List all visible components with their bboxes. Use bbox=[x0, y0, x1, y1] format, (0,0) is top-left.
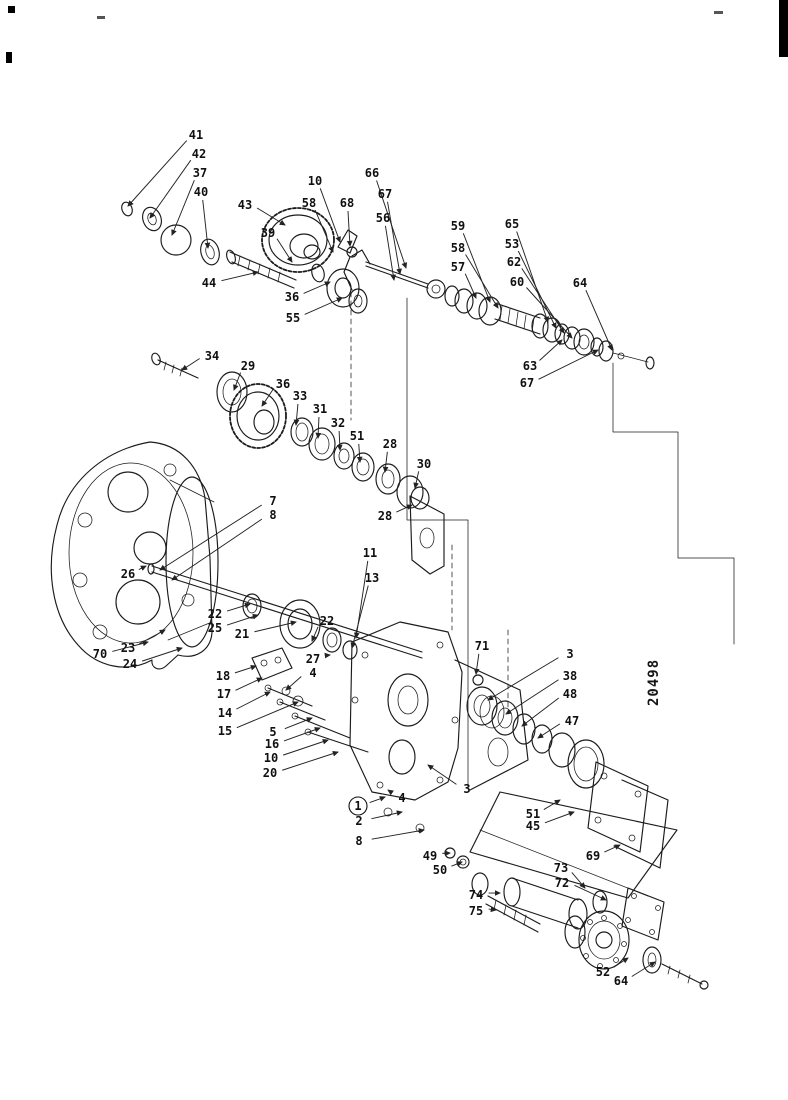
part-number: 59 bbox=[450, 219, 466, 233]
part-number: 17 bbox=[216, 687, 232, 701]
part-number: 8 bbox=[269, 508, 277, 522]
part-callout bbox=[306, 652, 330, 666]
part-number: 51 bbox=[525, 807, 541, 821]
part-number: 74 bbox=[468, 888, 484, 902]
part-callout bbox=[505, 217, 548, 322]
part-number: 27 bbox=[305, 652, 321, 666]
part-number: 7 bbox=[269, 494, 277, 508]
part-callout bbox=[428, 765, 471, 796]
part-number: 39 bbox=[260, 226, 276, 240]
part-number: 23 bbox=[120, 641, 136, 655]
part-callout bbox=[355, 812, 402, 828]
part-number: 60 bbox=[509, 275, 525, 289]
main-shaft bbox=[148, 564, 422, 659]
part-callout bbox=[286, 666, 317, 690]
part-number: 32 bbox=[330, 416, 346, 430]
part-number: 53 bbox=[504, 237, 520, 251]
part-number: 45 bbox=[525, 819, 541, 833]
part-callout bbox=[475, 639, 489, 674]
part-number: 75 bbox=[468, 904, 484, 918]
part-number: 3 bbox=[566, 647, 574, 661]
countershaft-stack bbox=[150, 352, 444, 574]
part-number: 31 bbox=[312, 402, 328, 416]
part-number: 69 bbox=[585, 849, 601, 863]
part-number: 10 bbox=[263, 751, 279, 765]
part-callout bbox=[510, 275, 572, 338]
part-callout bbox=[269, 718, 312, 739]
part-number: 64 bbox=[572, 276, 588, 290]
part-number: 21 bbox=[234, 627, 250, 641]
part-callout bbox=[488, 647, 574, 700]
part-number: 58 bbox=[301, 196, 317, 210]
part-number: 58 bbox=[450, 241, 466, 255]
part-callout bbox=[507, 255, 564, 333]
part-number: 14 bbox=[217, 706, 233, 720]
part-number: 8 bbox=[355, 834, 363, 848]
bottom-axle-assembly bbox=[445, 848, 708, 989]
part-number: 22 bbox=[207, 607, 223, 621]
part-callout bbox=[182, 349, 219, 370]
part-callout bbox=[350, 429, 364, 462]
part-number: 26 bbox=[120, 567, 136, 581]
part-number: 40 bbox=[193, 185, 209, 199]
shift-fork bbox=[338, 230, 370, 420]
part-callout bbox=[375, 187, 400, 274]
part-number: 51 bbox=[349, 429, 365, 443]
part-number: 38 bbox=[562, 669, 578, 683]
part-number: 37 bbox=[192, 166, 208, 180]
part-number: 47 bbox=[564, 714, 580, 728]
part-number: 10 bbox=[307, 174, 323, 188]
part-callout bbox=[121, 630, 165, 655]
part-number: 41 bbox=[188, 128, 204, 142]
part-number: 33 bbox=[292, 389, 308, 403]
part-number: 28 bbox=[382, 437, 398, 451]
part-callout bbox=[194, 185, 208, 248]
part-number: 29 bbox=[240, 359, 256, 373]
part-number: 67 bbox=[519, 376, 535, 390]
part-callout bbox=[172, 508, 277, 580]
left-housing bbox=[51, 442, 218, 669]
part-number: 25 bbox=[207, 621, 223, 635]
part-callout bbox=[355, 830, 424, 848]
part-number: 11 bbox=[362, 546, 378, 560]
part-number: 22 bbox=[319, 614, 335, 628]
part-number: 28 bbox=[377, 509, 393, 523]
part-number: 36 bbox=[284, 290, 300, 304]
part-callout bbox=[313, 402, 327, 438]
part-callout bbox=[285, 282, 330, 304]
part-callout bbox=[469, 904, 496, 918]
part-number: 56 bbox=[375, 211, 391, 225]
part-callout bbox=[538, 714, 579, 738]
part-callout bbox=[216, 666, 256, 683]
part-number: 4 bbox=[398, 791, 406, 805]
part-number: 42 bbox=[191, 147, 207, 161]
part-callout bbox=[349, 797, 385, 815]
part-callout bbox=[208, 604, 250, 621]
part-number: 62 bbox=[506, 255, 522, 269]
part-callout bbox=[573, 276, 612, 350]
support-bracket bbox=[470, 792, 677, 898]
part-number: 2 bbox=[355, 814, 363, 828]
part-callout bbox=[451, 241, 498, 308]
part-number: 57 bbox=[450, 260, 466, 274]
part-number: 68 bbox=[339, 196, 355, 210]
part-number: 55 bbox=[285, 311, 301, 325]
part-callout bbox=[202, 272, 258, 290]
part-number: 73 bbox=[553, 861, 569, 875]
part-callout bbox=[235, 622, 296, 641]
part-callout bbox=[586, 845, 620, 863]
part-number: 66 bbox=[364, 166, 380, 180]
input-gear-chain bbox=[120, 201, 367, 313]
part-callout bbox=[238, 198, 285, 225]
part-callout bbox=[293, 389, 307, 425]
part-number: 5 bbox=[269, 725, 277, 739]
part-callout bbox=[121, 566, 146, 581]
part-number: 64 bbox=[613, 974, 629, 988]
part-number: 1 bbox=[354, 799, 362, 813]
part-callout bbox=[526, 800, 560, 821]
callout-layer bbox=[93, 128, 655, 988]
part-callout bbox=[415, 457, 431, 488]
part-number: 44 bbox=[201, 276, 217, 290]
part-number: 36 bbox=[275, 377, 291, 391]
part-number: 72 bbox=[554, 876, 570, 890]
part-number: 16 bbox=[264, 737, 280, 751]
part-callout bbox=[388, 790, 406, 805]
part-number: 52 bbox=[595, 965, 611, 979]
part-number: 70 bbox=[92, 647, 108, 661]
part-number: 43 bbox=[237, 198, 253, 212]
part-number: 13 bbox=[364, 571, 380, 585]
part-number: 65 bbox=[504, 217, 520, 231]
part-number: 63 bbox=[522, 359, 538, 373]
part-callout bbox=[150, 147, 209, 218]
drawing-number: 20498 bbox=[646, 658, 662, 706]
part-number: 49 bbox=[422, 849, 438, 863]
part-callout bbox=[340, 196, 354, 246]
part-number: 15 bbox=[217, 724, 233, 738]
part-callout bbox=[614, 962, 655, 988]
part-number: 18 bbox=[215, 669, 231, 683]
part-number: 30 bbox=[416, 457, 432, 471]
part-number: 24 bbox=[122, 657, 138, 671]
part-number: 4 bbox=[309, 666, 317, 680]
part-number: 50 bbox=[432, 863, 448, 877]
part-callout bbox=[523, 340, 562, 373]
part-number: 67 bbox=[377, 187, 393, 201]
part-callout bbox=[555, 876, 606, 900]
part-number: 34 bbox=[204, 349, 220, 363]
part-number: 20 bbox=[262, 766, 278, 780]
part-number: 48 bbox=[562, 687, 578, 701]
part-number: 3 bbox=[463, 782, 471, 796]
part-number: 71 bbox=[474, 639, 490, 653]
